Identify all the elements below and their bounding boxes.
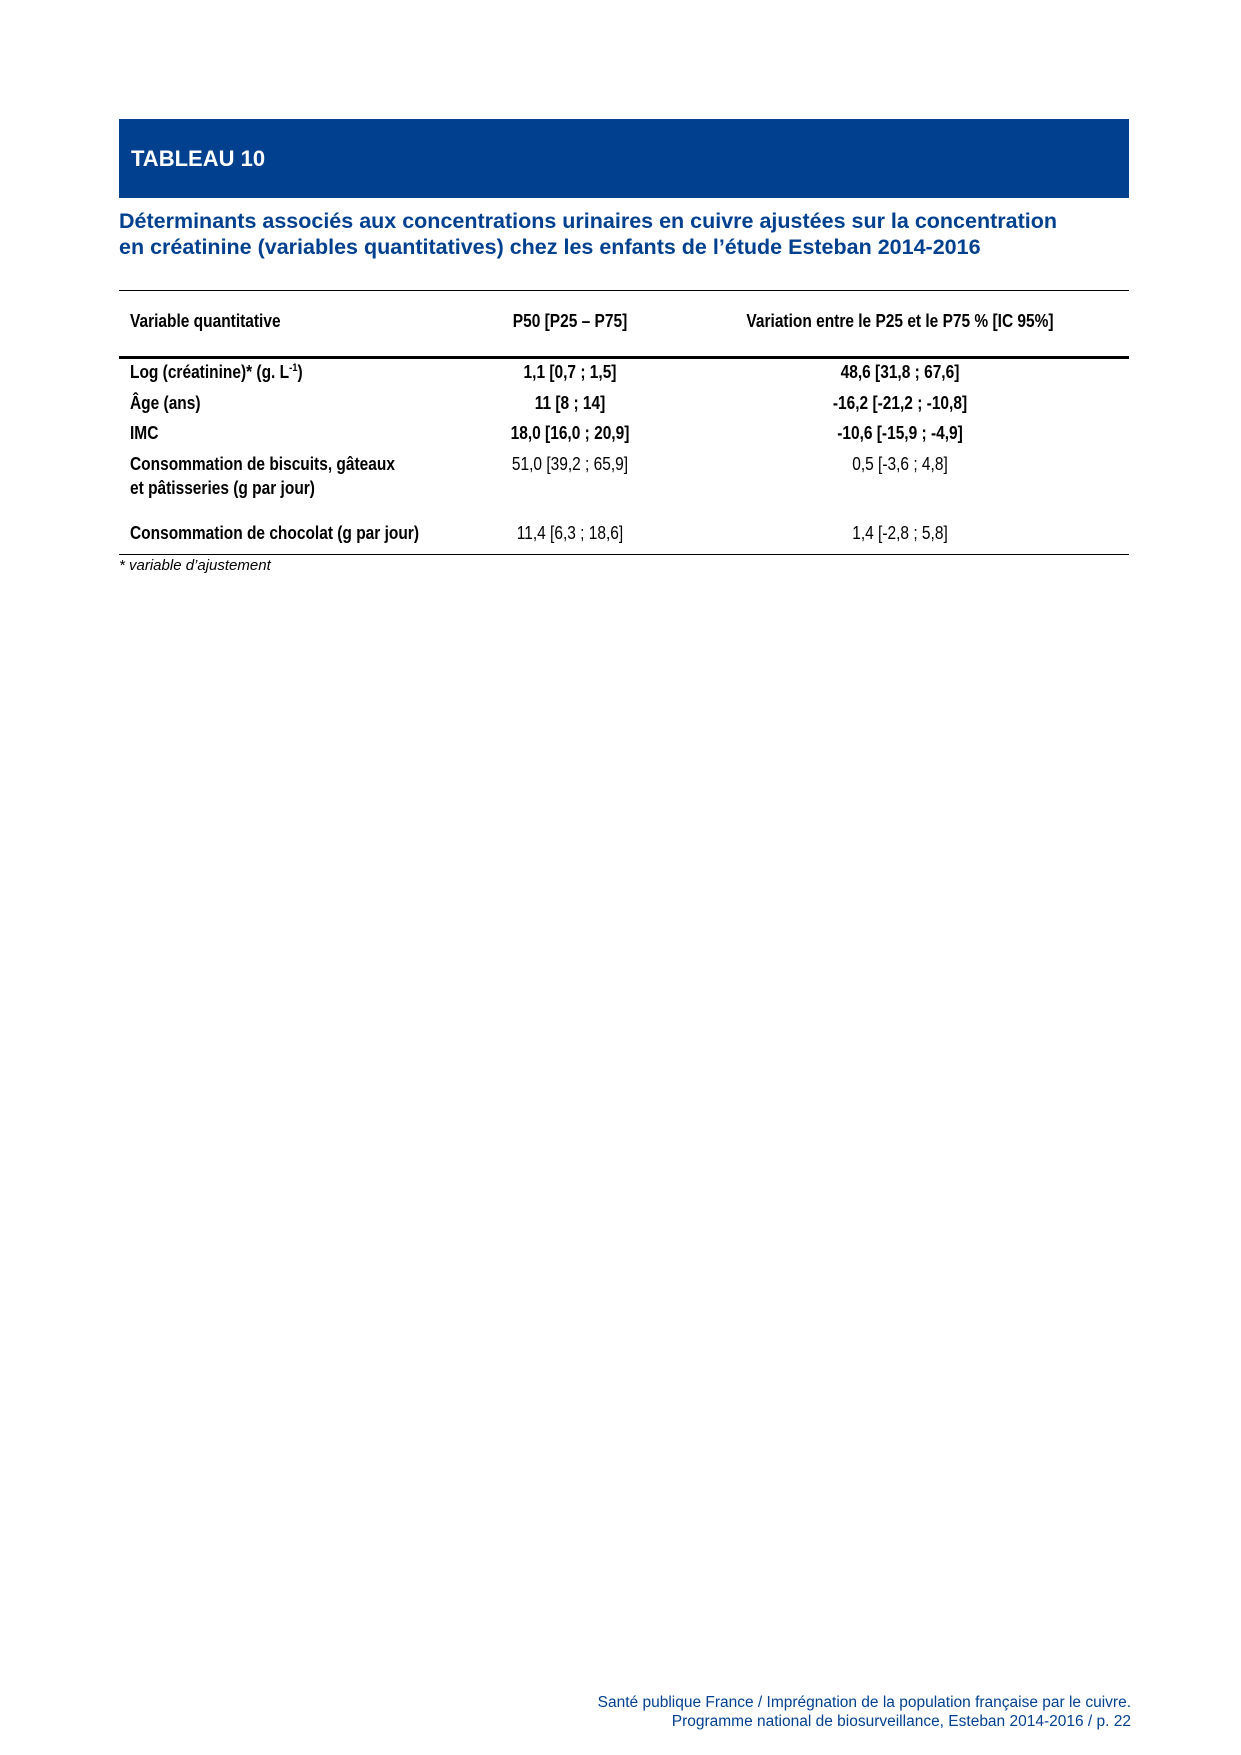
table-top-rule — [119, 290, 1129, 291]
row-1-variable: Log (créatinine)* (g. $L^{-1}$) — [130, 362, 303, 382]
row-2-p50: 11 [8 ; 14] — [534, 393, 606, 413]
row-3-variation: -10,6 [-15,9 ; -4,9] — [837, 423, 963, 443]
row-4-p50: 51,0 [39,2 ; 65,9] — [511, 454, 629, 474]
row-5-variable: Consommation de chocolat (g par jour) — [130, 523, 419, 543]
row-4-variation: 0,5 [-3,6 ; 4,8] — [852, 454, 948, 474]
table-bottom-rule — [119, 554, 1129, 555]
row-2-variation: -16,2 [-21,2 ; -10,8] — [832, 393, 968, 413]
header-p50: P50 [P25 – P75] — [512, 311, 628, 331]
table-header-rule — [119, 356, 1129, 359]
table-title: TABLEAU 10 — [131, 145, 266, 171]
header-variation: Variation entre le P25 et le P75 % [IC 95%] — [746, 311, 1054, 331]
row-1-variation: 48,6 [31,8 ; 67,6] — [840, 362, 960, 382]
caption-line-1: Déterminants associés aux concentrations urinaires en cuivre ajustées sur la concentration — [119, 209, 1057, 233]
row-2-variable: Âge (ans) — [130, 393, 201, 413]
row-4-variable-line-2: et pâtisseries (g par jour) — [130, 478, 315, 498]
row-1-p50: 1,1 [0,7 ; 1,5] — [523, 362, 617, 382]
table-caption — [119, 208, 1134, 260]
row-4-variable-line-1: Consommation de biscuits, gâteaux — [130, 454, 395, 474]
row-3-p50: 18,0 [16,0 ; 20,9] — [510, 423, 630, 443]
footer-line-2: Programme national de biosurveillance, Esteban 2014-2016 / p. 22 — [671, 1713, 1131, 1730]
caption-line-2: en créatinine (variables quantitatives) chez les enfants de l’étude Esteban 2014-2016 — [119, 235, 981, 259]
row-3-variable: IMC — [130, 423, 159, 443]
footer-line-1: Santé publique France / Imprégnation de la population française par le cuivre. — [597, 1694, 1131, 1711]
table-footnote: * variable d’ajustement — [119, 557, 271, 574]
header-variable: Variable quantitative — [130, 311, 281, 331]
row-5-p50: 11,4 [6,3 ; 18,6] — [516, 523, 624, 543]
table-title-banner — [119, 119, 1129, 198]
row-5-variation: 1,4 [-2,8 ; 5,8] — [852, 523, 948, 543]
